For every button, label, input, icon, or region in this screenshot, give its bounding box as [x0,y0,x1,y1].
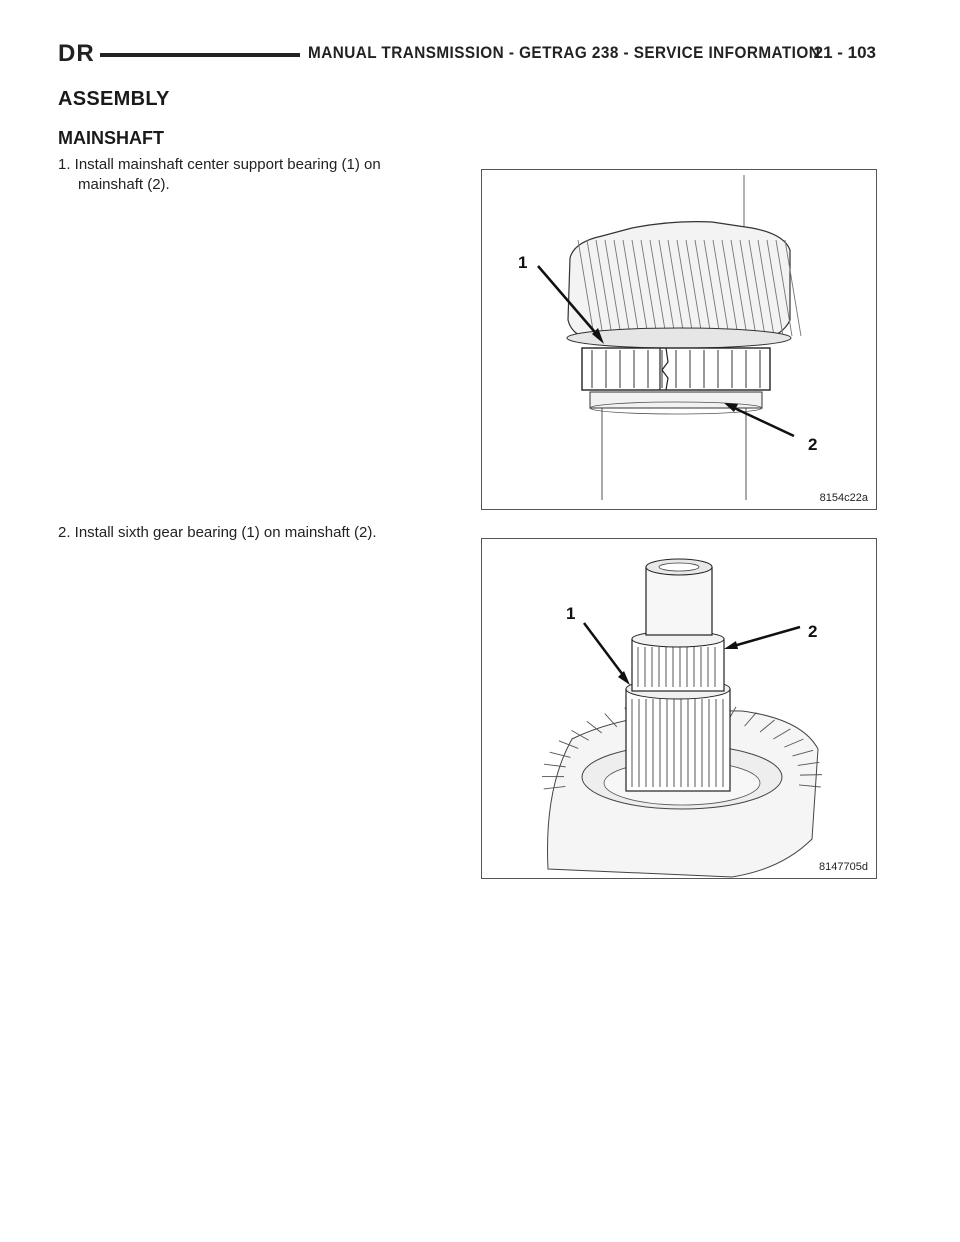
bearing-illustration [482,170,876,509]
callout-2: 2 [808,435,818,454]
step-2-line-1: 2. Install sixth gear bearing (1) on mainshaft (2). [58,524,377,541]
callout-1: 1 [518,253,528,272]
figure-id: 8147705d [819,861,868,873]
figure-sixth-gear-bearing [481,538,877,879]
header-rule [100,53,300,57]
callout-1: 1 [566,604,576,623]
gear-tooth-line [800,775,822,776]
figure-id: 8154c22a [819,492,868,504]
header-title: MANUAL TRANSMISSION - GETRAG 238 - SERVICE INFORMATION [308,43,821,62]
brand-label: DR [58,40,95,67]
page-number: 21 - 103 [813,43,876,62]
figure-center-support-bearing [481,169,877,510]
step-1 [58,155,444,195]
sixth-gear-illustration [482,539,876,878]
step-2 [58,523,458,543]
section-title: ASSEMBLY [58,88,170,110]
page-header [58,38,878,68]
step-1-line-1: 1. Install mainshaft center support bearing (1) on [58,156,381,173]
callout-2: 2 [808,622,818,641]
subsection-title: MAINSHAFT [58,128,164,148]
step-1-line-2: mainshaft (2). [78,176,170,193]
